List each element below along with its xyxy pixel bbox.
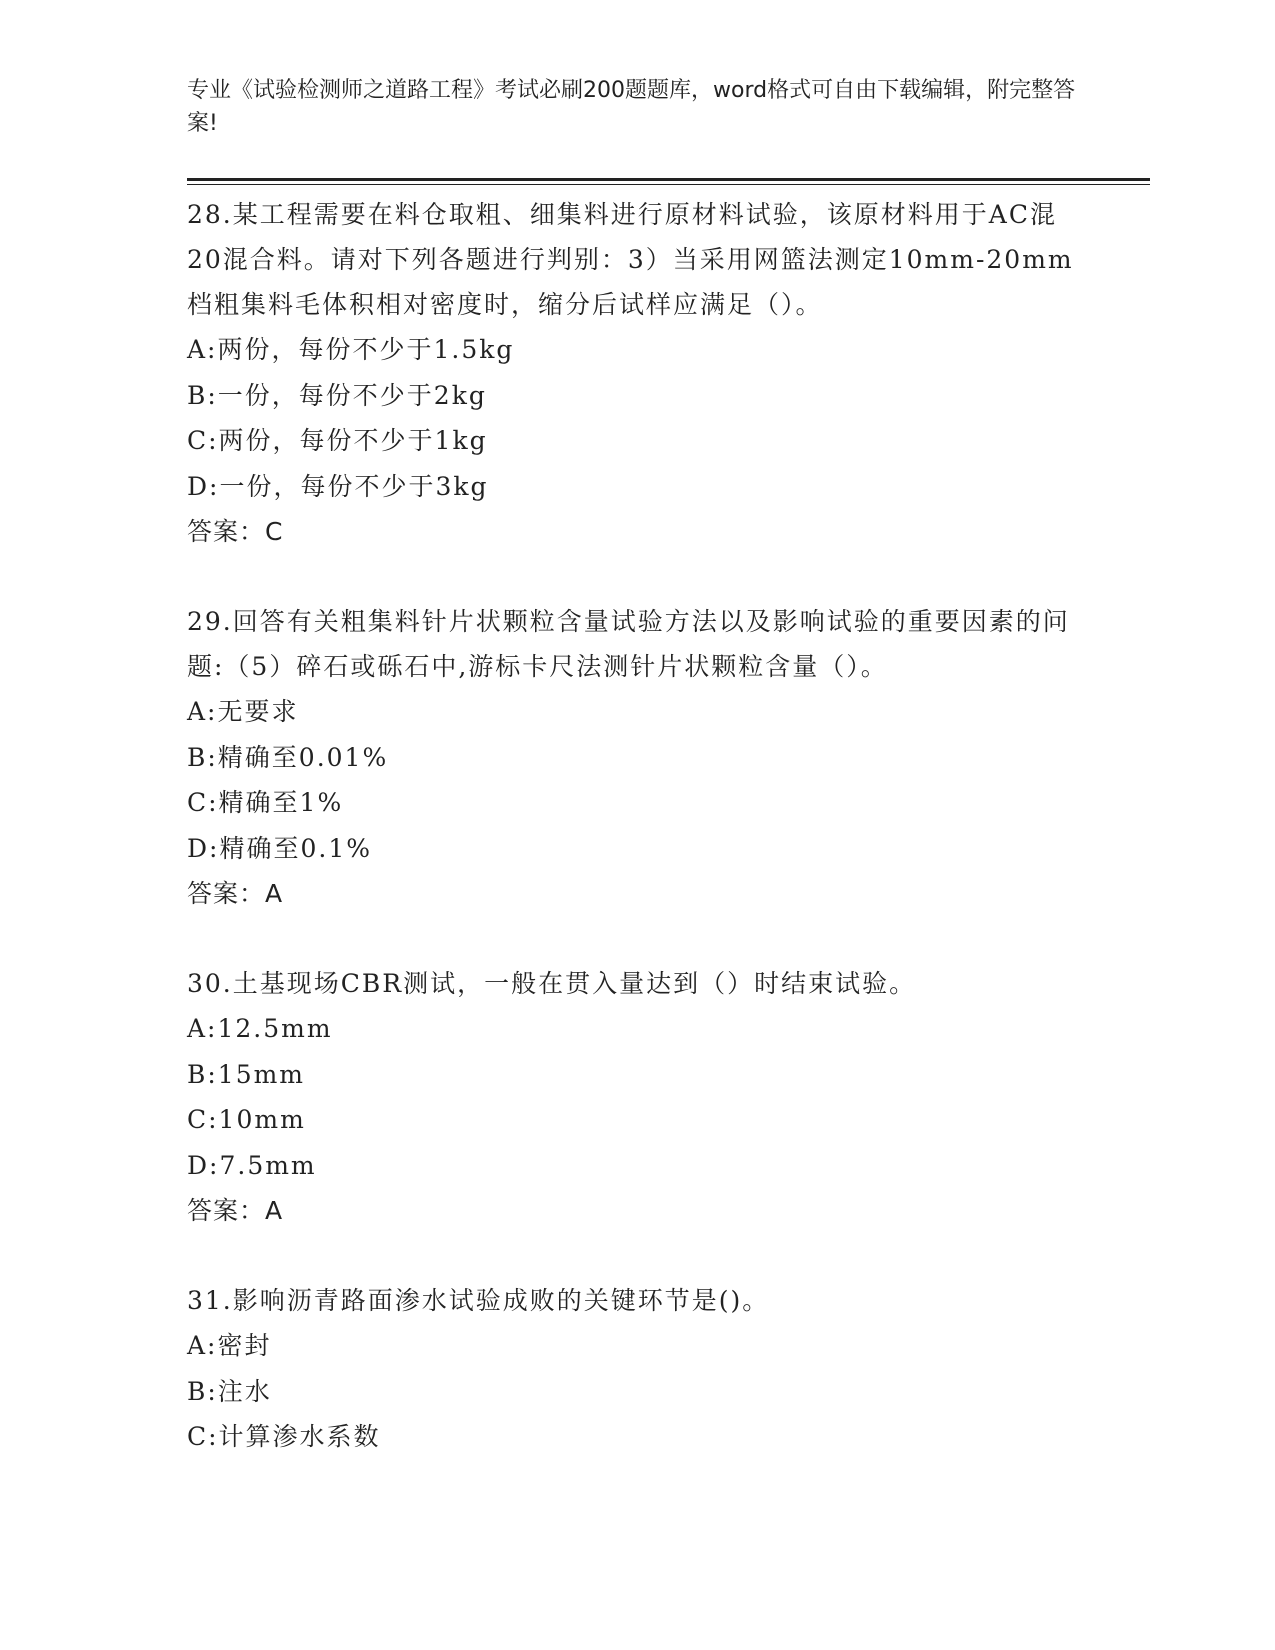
question-list [187, 192, 1087, 1460]
option-b: B:精确至0.01% [187, 742, 389, 772]
question-spacer [187, 554, 1087, 599]
header-divider-thin [187, 184, 1150, 185]
question-answer: 答案：C [187, 517, 284, 546]
question-28 [187, 192, 1087, 554]
question-30 [187, 961, 1087, 1233]
question-answer: 答案：A [187, 1196, 284, 1225]
question-29 [187, 599, 1087, 916]
option-d: D:精确至0.1% [187, 833, 372, 863]
option-c: C:精确至1% [187, 788, 344, 817]
option-b: B:一份，每份不少于2kg [187, 380, 487, 410]
question-stem: 30.土基现场CBR测试，一般在贯入量达到（）时结束试验。 [187, 969, 917, 998]
question-31 [187, 1278, 1087, 1460]
question-spacer [187, 916, 1087, 961]
question-stem: 29.回答有关粗集料针片状颗粒含量试验方法以及影响试验的重要因素的问题:（5）碎石或砾石中,游标卡尺法测针片状颗粒含量（）。 [187, 607, 1070, 681]
option-c: C:10mm [187, 1105, 306, 1134]
document-header: 专业《试验检测师之道路工程》考试必刷200题题库，word格式可自由下载编辑，附完整答案! [187, 78, 1076, 136]
option-d: D:7.5mm [187, 1150, 317, 1180]
option-a: A:12.5mm [187, 1014, 333, 1043]
option-a: A:两份，每份不少于1.5kg [187, 335, 515, 364]
question-answer: 答案：A [187, 879, 284, 908]
question-stem: 31.影响沥青路面渗水试验成败的关键环节是()。 [187, 1286, 770, 1315]
option-b: B:注水 [187, 1376, 272, 1406]
option-a: A:密封 [187, 1331, 272, 1360]
option-c: C:计算渗水系数 [187, 1422, 381, 1451]
question-stem: 28.某工程需要在料仓取粗、细集料进行原材料试验，该原材料用于AC混20混合料。请对下列各题进行判别：3）当采用网篮法测定10mm-20mm档粗集料毛体积相对密度时，缩分后试样应满足（）。 [187, 200, 1074, 319]
header-divider-thick [187, 178, 1150, 181]
option-a: A:无要求 [187, 697, 299, 726]
option-b: B:15mm [187, 1059, 306, 1089]
option-d: D:一份，每份不少于3kg [187, 471, 489, 501]
option-c: C:两份，每份不少于1kg [187, 426, 488, 455]
question-spacer [187, 1233, 1087, 1278]
